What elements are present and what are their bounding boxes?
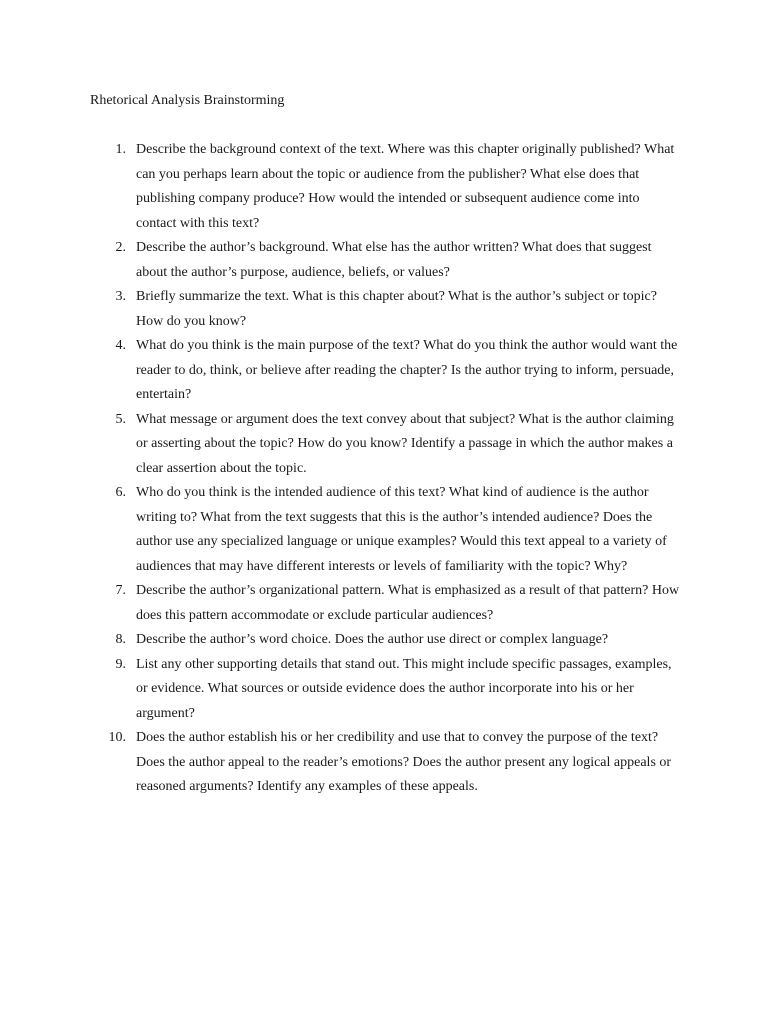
question-number: 8. (115, 632, 126, 647)
question-number: 5. (115, 411, 126, 427)
question-item-7 (0, 579, 768, 628)
question-number: 10. (108, 730, 126, 745)
question-number: 1. (115, 142, 126, 157)
question-text: Describe the author’s background. What else has the author written? What does that suggest about the author’s purpose, audience, beliefs, or values? (136, 240, 652, 280)
question-text: Describe the background context of the text. Where was this chapter originally published? What can you perhaps learn about the topic or audience from the publisher? What else does that publishing company produce? How would the intended or subsequent audience come into contact with this text? (136, 142, 675, 231)
question-item-9 (0, 653, 768, 727)
question-item-1 (0, 138, 768, 236)
question-number: 4. (115, 338, 126, 353)
question-text: Briefly summarize the text. What is this chapter about? What is the author’s subject or topic? How do you know? (136, 289, 657, 329)
question-item-3 (0, 285, 768, 334)
question-text: Does the author establish his or her credibility and use that to convey the purpose of the text? Does the author appeal to the reader’s emotions? Does the author present any logical appeals or reasoned arguments? Identify any examples of these appeals. (136, 730, 672, 794)
question-text: What message or argument does the text convey about that subject? What is the author claiming or asserting about the topic? How do you know? Identify a passage in which the author makes a clear assertion about the topic. (136, 411, 674, 476)
question-text: Who do you think is the intended audience of this text? What kind of audience is the author writing to? What from the text suggests that this is the author’s intended audience? Does the author use any specialized language or unique examples? Would this text appeal to a variety of audiences that may have different interests or levels of familiarity with the topic? Why? (136, 485, 667, 574)
question-number: 6. (115, 485, 126, 500)
question-list (0, 138, 768, 800)
question-item-2 (0, 236, 768, 285)
question-item-4 (0, 334, 768, 408)
question-item-10 (0, 726, 768, 800)
question-text: What do you think is the main purpose of the text? What do you think the author would want the reader to do, think, or believe after reading the chapter? Is the author trying to inform, persuade, entertain? (136, 338, 678, 402)
question-number: 9. (115, 656, 126, 672)
question-number: 2. (115, 240, 126, 255)
question-number: 3. (115, 289, 126, 304)
question-text: Describe the author’s word choice. Does the author use direct or complex language? (136, 632, 609, 647)
question-text: List any other supporting details that stand out. This might include specific passages, examples, or evidence. What sources or outside evidence does the author incorporate into his or her argument? (136, 656, 672, 721)
question-item-6 (0, 481, 768, 579)
question-item-8 (0, 628, 768, 653)
question-number: 7. (115, 583, 126, 598)
question-text: Describe the author’s organizational pattern. What is emphasized as a result of that pattern? How does this pattern accommodate or exclude particular audiences? (136, 583, 680, 623)
question-item-5 (0, 408, 768, 482)
document-title: Rhetorical Analysis Brainstorming (90, 93, 285, 108)
